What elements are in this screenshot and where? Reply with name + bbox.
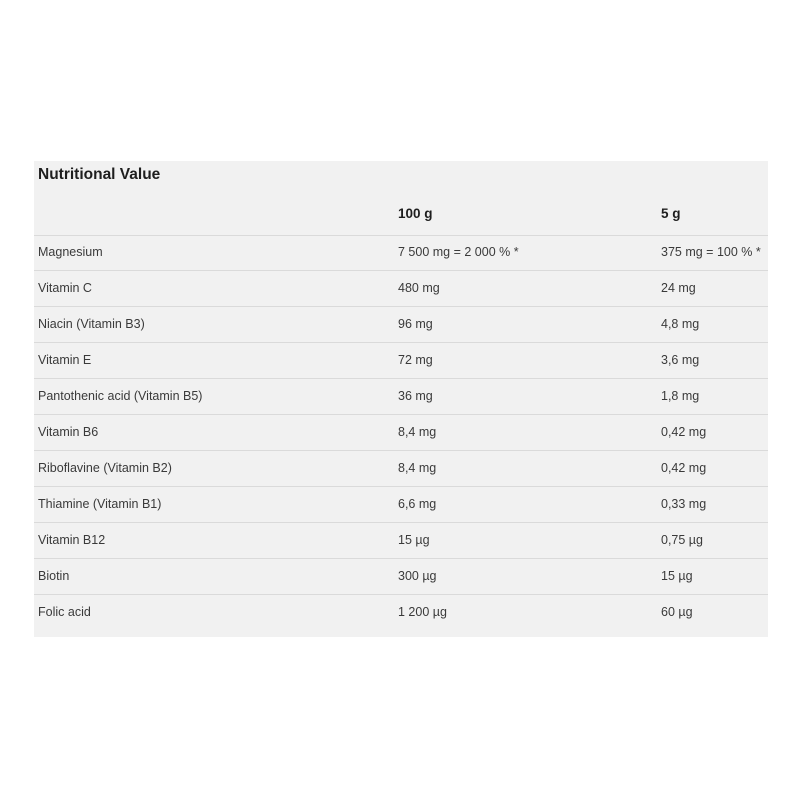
value-per-100g: 72 mg <box>398 353 433 367</box>
table-row <box>34 595 768 630</box>
table-row <box>34 271 768 307</box>
value-per-100g: 96 mg <box>398 317 433 331</box>
table-row <box>34 307 768 343</box>
value-per-5g: 0,42 mg <box>661 461 707 475</box>
table-header-row <box>34 199 768 236</box>
nutrient-name: Folic acid <box>38 605 91 619</box>
value-per-5g: 0,75 µg <box>661 533 703 547</box>
table-row <box>34 523 768 559</box>
table-row <box>34 559 768 595</box>
table-row <box>34 379 768 415</box>
value-per-5g: 60 µg <box>661 605 693 619</box>
nutrient-name: Vitamin E <box>38 353 92 367</box>
value-per-100g: 7 500 mg = 2 000 % * <box>398 245 519 259</box>
value-per-5g: 15 µg <box>661 569 693 583</box>
value-per-100g: 8,4 mg <box>398 425 437 439</box>
table-row <box>34 415 768 451</box>
value-per-5g: 1,8 mg <box>661 389 700 403</box>
nutrition-table <box>34 161 768 637</box>
table-row <box>34 487 768 523</box>
nutrient-name: Biotin <box>38 569 70 583</box>
value-per-100g: 480 mg <box>398 281 440 295</box>
nutrient-name: Magnesium <box>38 245 103 259</box>
table-row <box>34 451 768 487</box>
value-per-100g: 6,6 mg <box>398 497 437 511</box>
value-per-5g: 0,33 mg <box>661 497 707 511</box>
nutrient-name: Vitamin C <box>38 281 92 295</box>
nutrient-name: Thiamine (Vitamin B1) <box>38 497 162 511</box>
value-per-100g: 15 µg <box>398 533 430 547</box>
table-body <box>34 235 768 630</box>
nutrient-name: Vitamin B12 <box>38 533 106 547</box>
value-per-5g: 3,6 mg <box>661 353 700 367</box>
header-per-100g: 100 g <box>398 206 433 221</box>
table-title: Nutritional Value <box>38 166 161 183</box>
value-per-5g: 24 mg <box>661 281 696 295</box>
nutrient-name: Niacin (Vitamin B3) <box>38 317 145 331</box>
value-per-100g: 8,4 mg <box>398 461 437 475</box>
value-per-100g: 300 µg <box>398 569 437 583</box>
table-row <box>34 343 768 379</box>
value-per-100g: 1 200 µg <box>398 605 447 619</box>
value-per-5g: 4,8 mg <box>661 317 700 331</box>
table-row <box>34 235 768 271</box>
value-per-5g: 0,42 mg <box>661 425 707 439</box>
nutrient-name: Vitamin B6 <box>38 425 99 439</box>
nutrient-name: Riboflavine (Vitamin B2) <box>38 461 172 475</box>
header-per-5g: 5 g <box>661 206 681 221</box>
nutrient-name: Pantothenic acid (Vitamin B5) <box>38 389 203 403</box>
value-per-100g: 36 mg <box>398 389 433 403</box>
value-per-5g: 375 mg = 100 % * <box>661 245 761 259</box>
